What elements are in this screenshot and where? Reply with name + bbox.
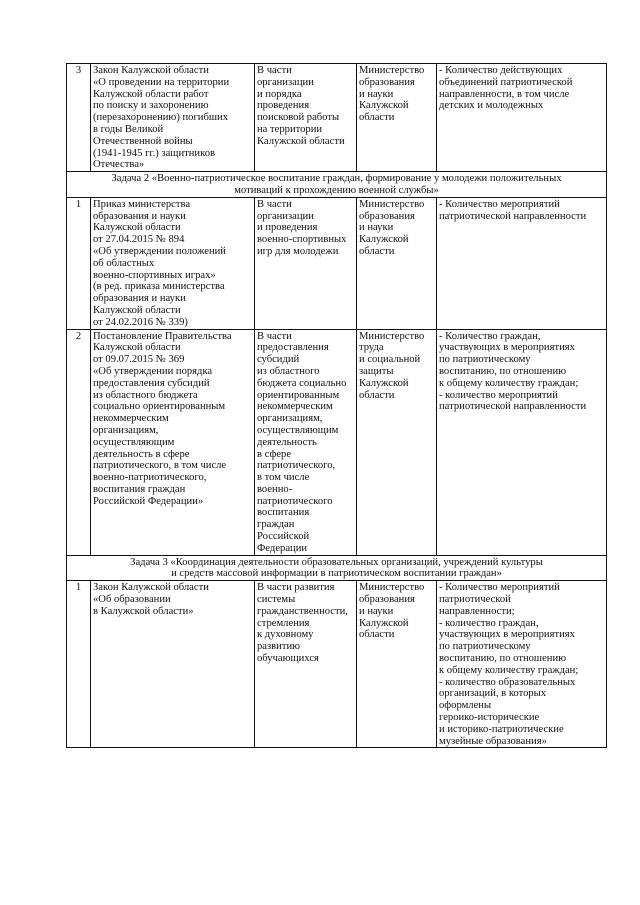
indicator-cell: - Количество мероприятий патриотической направленности; - количество граждан, участвующих в мероприятиях по патриотическому воспитанию, по отношению к общему количеству граждан; - количество образовательных организаций, в которых оформлены героико-исторические и историко-патриотические музейные образования»	[437, 581, 607, 748]
task-header-row	[67, 555, 607, 581]
indicator-cell: - Количество мероприятий патриотической направленности	[437, 197, 607, 329]
row-number: 2	[67, 329, 91, 555]
regulation-part-cell: В части предоставления субсидий из областного бюджета социально ориентированным некоммерческим организациям, осуществляющим деятельность в сфере патриотического, в том числе военно- патриотического воспитания граждан Российской Федерации	[255, 329, 357, 555]
legal-act-cell: Закон Калужской области «Об образовании в Калужской области»	[91, 581, 255, 748]
regulation-part-cell: В части организации и порядка проведения поисковой работы на территории Калужской области	[255, 64, 357, 172]
executor-cell: Министерство труда и социальной защиты Калужской области	[357, 329, 437, 555]
executor-cell: Министерство образования и науки Калужской области	[357, 64, 437, 172]
legal-act-cell: Приказ министерства образования и науки Калужской области от 27.04.2015 № 894 «Об утверждении положений об областных военно-спортивных играх» (в ред. приказа министерства образования и науки Калужской области от 24.02.2016 № 339)	[91, 197, 255, 329]
table-row	[67, 581, 607, 748]
row-number: 3	[67, 64, 91, 172]
indicator-cell: - Количество действующих объединений патриотической направленности, в том числе детских и молодежных	[437, 64, 607, 172]
table-row	[67, 197, 607, 329]
task-3-title: Задача 3 «Координация деятельности образовательных организаций, учреждений культуры и средств массовой информации в патриотическом воспитании граждан»	[67, 555, 607, 581]
row-number: 1	[67, 581, 91, 748]
legal-act-cell: Постановление Правительства Калужской области от 09.07.2015 № 369 «Об утверждении порядка предоставления субсидий из областного бюджета социально ориентированным некоммерческим организациям, осуществляющим деятельность в сфере патриотического, в том числе военно-патриотического, воспитания граждан Российской Федерации»	[91, 329, 255, 555]
indicator-cell: - Количество граждан, участвующих в мероприятиях по патриотическому воспитанию, по отношению к общему количеству граждан; - количество мероприятий патриотической направленности	[437, 329, 607, 555]
regulation-part-cell: В части развития системы гражданственности, стремления к духовному развитию обучающихся	[255, 581, 357, 748]
task-header-row	[67, 172, 607, 198]
row-number: 1	[67, 197, 91, 329]
document-table	[66, 63, 607, 748]
executor-cell: Министерство образования и науки Калужской области	[357, 581, 437, 748]
table-row	[67, 329, 607, 555]
regulation-part-cell: В части организации и проведения военно-спортивных игр для молодежи	[255, 197, 357, 329]
task-2-title: Задача 2 «Военно-патриотическое воспитание граждан, формирование у молодежи положительных мотиваций к прохождению военной службы»	[67, 172, 607, 198]
executor-cell: Министерство образования и науки Калужской области	[357, 197, 437, 329]
legal-act-cell: Закон Калужской области «О проведении на территории Калужской области работ по поиску и захоронению (перезахоронению) погибших в годы Великой Отечественной войны (1941-1945 гг.) защитников Отечества»	[91, 64, 255, 172]
table-row	[67, 64, 607, 172]
